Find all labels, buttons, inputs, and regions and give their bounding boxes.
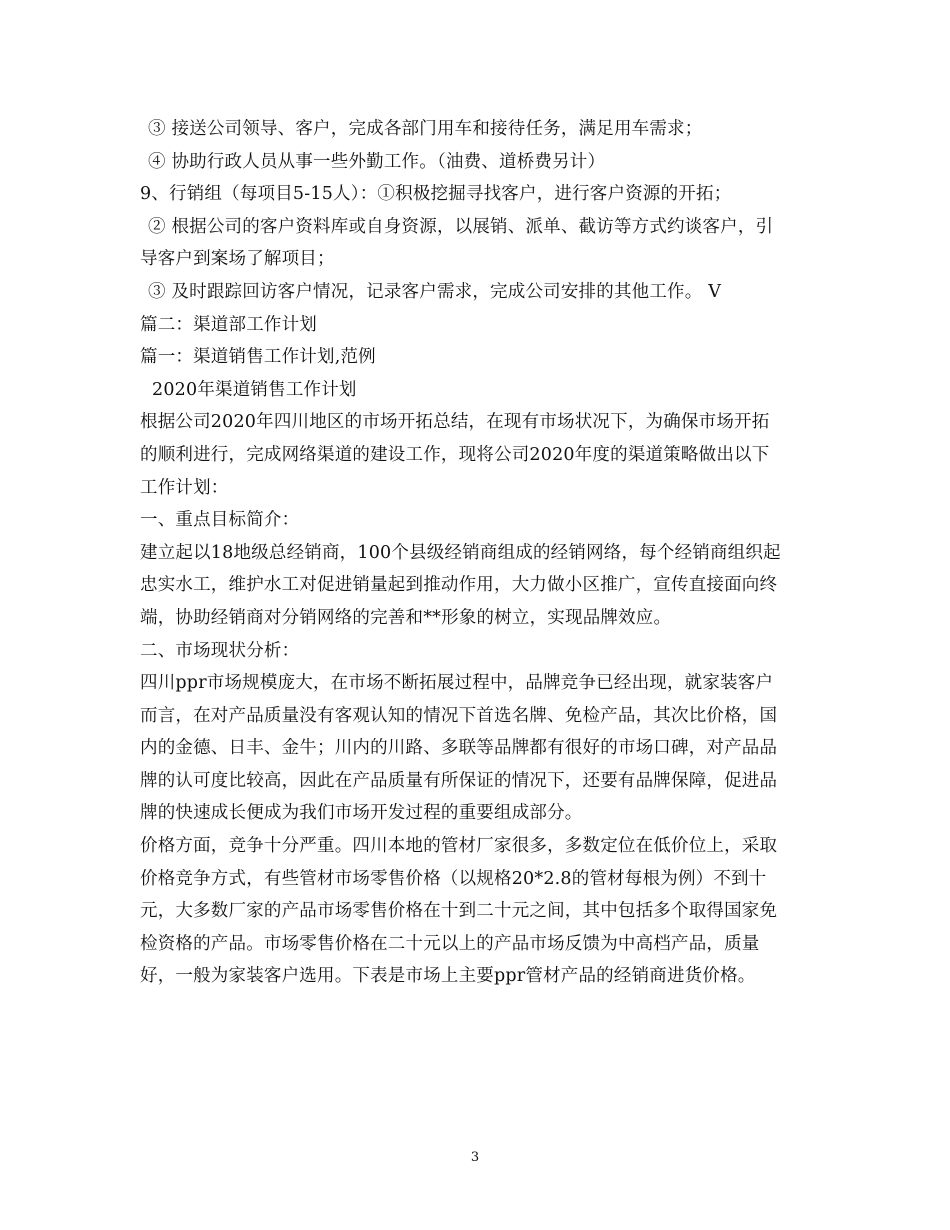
text-line: 元，大多数厂家的产品市场零售价格在十到二十元之间，其中包括多个取得国家免 bbox=[140, 901, 778, 922]
text-line: 的顺利进行，完成网络渠道的建设工作，现将公司2020年度的渠道策略做出以下 bbox=[140, 444, 770, 465]
page-number: 3 bbox=[470, 1150, 480, 1165]
text-line: 建立起以18地级总经销商，100个县级经销商组成的经销网络，每个经销商组织起 bbox=[140, 542, 781, 563]
text-line: ② 根据公司的客户资料库或自身资源，以展销、派单、截访等方式约谈客户，引 bbox=[148, 216, 774, 237]
text-line: 导客户到案场了解项目； bbox=[140, 249, 335, 270]
text-line: ③ 及时跟踪回访客户情况，记录客户需求，完成公司安排的其他工作。 V bbox=[148, 281, 722, 302]
section-heading: 篇一：渠道销售工作计划,范例 bbox=[140, 347, 376, 368]
text-line: 内的金德、日丰、金牛；川内的川路、多联等品牌都有很好的市场口碑，对产品品 bbox=[140, 738, 778, 759]
text-line: 工作计划： bbox=[140, 477, 229, 498]
text-line: 价格竞争方式，有些管材市场零售价格（以规格20*2.8的管材每根为例）不到十 bbox=[140, 868, 767, 889]
text-line: 9、行销组（每项目5-15人）：①积极挖掘寻找客户，进行客户资源的开拓； bbox=[140, 184, 732, 205]
text-line: 端，协助经销商对分销网络的完善和**形象的树立，实现品牌效应。 bbox=[140, 607, 672, 628]
text-line: 四川ppr市场规模庞大，在市场不断拓展过程中，品牌竞争已经出现，就家装客户 bbox=[140, 673, 774, 694]
section-heading: 篇二：渠道部工作计划 bbox=[140, 314, 317, 335]
text-line: ③ 接送公司领导、客户，完成各部门用车和接待任务，满足用车需求； bbox=[148, 119, 703, 139]
document-title: 2020年渠道销售工作计划 bbox=[152, 379, 357, 400]
text-line: 忠实水工，维护水工对促进销量起到推动作用，大力做小区推广，宣传直接面向终 bbox=[140, 575, 778, 596]
text-line: ④ 协助行政人员从事一些外勤工作。（油费、道桥费另计） bbox=[148, 151, 606, 172]
text-line: 根据公司2020年四川地区的市场开拓总结，在现有市场状况下，为确保市场开拓 bbox=[140, 412, 770, 433]
text-line: 牌的快速成长便成为我们市场开发过程的重要组成部分。 bbox=[140, 803, 583, 824]
text-line: 牌的认可度比较高，因此在产品质量有所保证的情况下，还要有品牌保障，促进品 bbox=[140, 770, 778, 791]
section-heading: 二、市场现状分析： bbox=[140, 640, 300, 661]
text-line: 好，一般为家装客户选用。下表是市场上主要ppr管材产品的经销商进货价格。 bbox=[140, 966, 756, 987]
text-line: 而言，在对产品质量没有客观认知的情况下首选名牌、免检产品，其次比价格，国 bbox=[140, 705, 778, 726]
section-heading: 一、重点目标简介： bbox=[140, 510, 300, 531]
text-line: 价格方面，竞争十分严重。四川本地的管材厂家很多，多数定位在低价位上，采取 bbox=[140, 836, 778, 857]
document-body bbox=[140, 113, 810, 993]
text-line: 检资格的产品。市场零售价格在二十元以上的产品市场反馈为中高档产品，质量 bbox=[140, 933, 760, 954]
